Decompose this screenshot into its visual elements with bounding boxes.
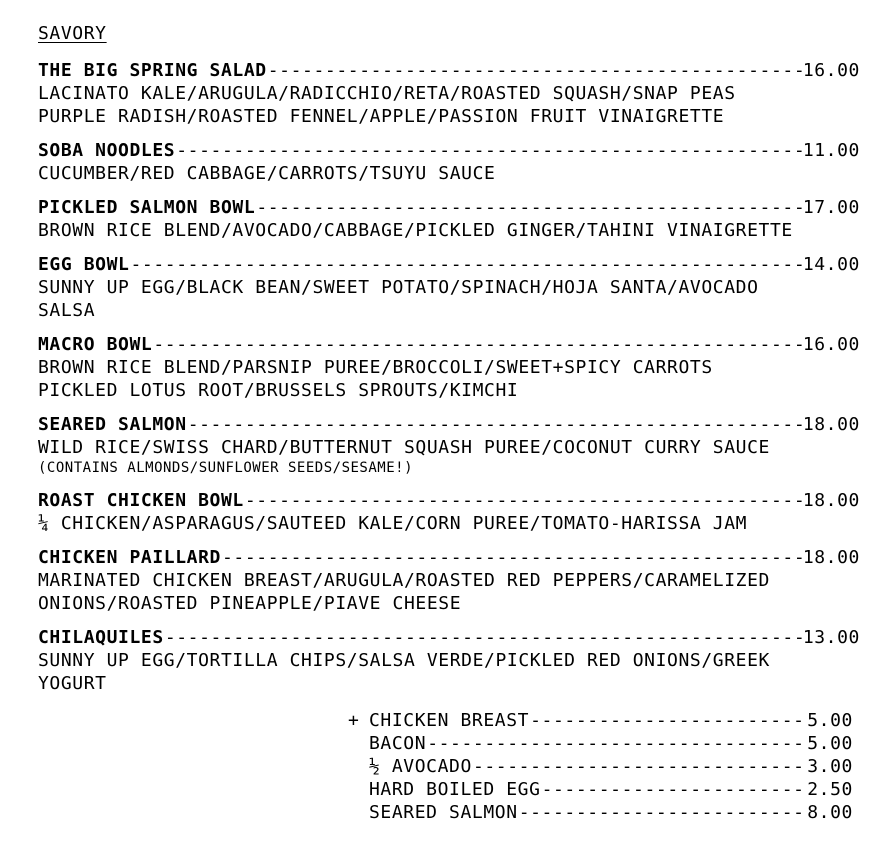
- dot-leader: [153, 333, 801, 356]
- dot-leader: [188, 413, 802, 436]
- menu-item-price: 14.00: [802, 254, 860, 275]
- dot-leader: [542, 778, 807, 801]
- menu-item-description-line: PICKLED LOTUS ROOT/BRUSSELS SPROUTS/KIMCHI: [38, 380, 519, 401]
- menu-item-header: [38, 626, 860, 649]
- menu-item-header: [38, 59, 860, 82]
- menu-item-price: 18.00: [802, 490, 860, 511]
- menu-item-name: PICKLED SALMON BOWL: [38, 197, 256, 218]
- menu-item-name: SOBA NOODLES: [38, 140, 176, 161]
- add-on-name: BACON: [369, 733, 427, 754]
- menu-item-description-line: YOGURT: [38, 673, 107, 694]
- dot-leader: [427, 732, 806, 755]
- dot-leader: [165, 626, 802, 649]
- menu-item-name: SEARED SALMON: [38, 414, 187, 435]
- section-title: SAVORY: [38, 23, 107, 44]
- menu-item-description-line: BROWN RICE BLEND/AVOCADO/CABBAGE/PICKLED GINGER/TAHINI VINAIGRETTE: [38, 220, 793, 241]
- add-on-price: 2.50: [807, 779, 853, 800]
- dot-leader: [473, 755, 806, 778]
- menu-item-description-line: SUNNY UP EGG/BLACK BEAN/SWEET POTATO/SPINACH/HOJA SANTA/AVOCADO: [38, 277, 759, 298]
- allergen-note: (CONTAINS ALMONDS/SUNFLOWER SEEDS/SESAME!): [38, 460, 414, 476]
- menu-item-name: CHILAQUILES: [38, 627, 164, 648]
- menu-item-description-line: MARINATED CHICKEN BREAST/ARUGULA/ROASTED RED PEPPERS/CARAMELIZED: [38, 570, 770, 591]
- menu-item-price: 13.00: [802, 627, 860, 648]
- menu-item-price: 16.00: [802, 60, 860, 81]
- menu-item-header: [38, 139, 860, 162]
- menu-item-description-line: ¼ CHICKEN/ASPARAGUS/SAUTEED KALE/CORN PUREE/TOMATO-HARISSA JAM: [38, 513, 748, 534]
- add-on-name: SEARED SALMON: [369, 802, 518, 823]
- menu-item: [38, 196, 860, 242]
- dot-leader: [131, 253, 802, 276]
- dot-leader: [268, 59, 802, 82]
- menu-item-description-line: CUCUMBER/RED CABBAGE/CARROTS/TSUYU SAUCE: [38, 163, 496, 184]
- dot-leader: [222, 546, 802, 569]
- menu-item-header: [38, 546, 860, 569]
- add-on-price: 3.00: [807, 756, 853, 777]
- menu-item-description-line: SUNNY UP EGG/TORTILLA CHIPS/SALSA VERDE/PICKLED RED ONIONS/GREEK: [38, 650, 770, 671]
- dot-leader: [256, 196, 802, 219]
- dot-leader: [245, 489, 802, 512]
- dot-leader: [176, 139, 802, 162]
- menu-item-header: [38, 489, 860, 512]
- add-on-item: [369, 801, 853, 824]
- add-on-item: [369, 778, 853, 801]
- menu-page: [38, 22, 860, 824]
- menu-item: [38, 139, 860, 185]
- add-on-name: ½ AVOCADO: [369, 756, 472, 777]
- menu-item-price: 18.00: [802, 547, 860, 568]
- menu-item-header: [38, 333, 860, 356]
- menu-item-name: CHICKEN PAILLARD: [38, 547, 221, 568]
- menu-item: [38, 333, 860, 402]
- menu-item: [38, 626, 860, 695]
- menu-item: [38, 59, 860, 128]
- menu-item-name: ROAST CHICKEN BOWL: [38, 490, 244, 511]
- menu-item: [38, 253, 860, 322]
- menu-item-name: EGG BOWL: [38, 254, 130, 275]
- menu-item-price: 16.00: [802, 334, 860, 355]
- menu-item-description-line: SALSA: [38, 300, 96, 321]
- menu-item: [38, 546, 860, 615]
- menu-item-description-line: WILD RICE/SWISS CHARD/BUTTERNUT SQUASH PUREE/COCONUT CURRY SAUCE: [38, 437, 770, 458]
- menu-item-price: 11.00: [802, 140, 860, 161]
- menu-item-header: [38, 196, 860, 219]
- add-ons-list: [348, 709, 853, 824]
- add-on-item: [369, 732, 853, 755]
- menu-item-description-line: ONIONS/ROASTED PINEAPPLE/PIAVE CHEESE: [38, 593, 462, 614]
- add-on-name: HARD BOILED EGG: [369, 779, 541, 800]
- add-on-item: [369, 755, 853, 778]
- menu-item: [38, 489, 860, 535]
- add-on-plus-sign: +: [348, 710, 360, 731]
- add-on-price: 5.00: [807, 710, 853, 731]
- menu-item-price: 18.00: [802, 414, 860, 435]
- menu-item-name: THE BIG SPRING SALAD: [38, 60, 267, 81]
- dot-leader: [530, 709, 806, 732]
- add-on-name: CHICKEN BREAST: [369, 710, 530, 731]
- menu-item-description-line: BROWN RICE BLEND/PARSNIP PUREE/BROCCOLI/SWEET+SPICY CARROTS: [38, 357, 713, 378]
- add-on-price: 5.00: [807, 733, 853, 754]
- menu-item-price: 17.00: [802, 197, 860, 218]
- menu-item-name: MACRO BOWL: [38, 334, 153, 355]
- menu-item: [38, 413, 860, 478]
- menu-item-description-line: LACINATO KALE/ARUGULA/RADICCHIO/RETA/ROASTED SQUASH/SNAP PEAS: [38, 83, 736, 104]
- menu-item-header: [38, 413, 860, 436]
- menu-item-header: [38, 253, 860, 276]
- menu-item-description-line: PURPLE RADISH/ROASTED FENNEL/APPLE/PASSION FRUIT VINAIGRETTE: [38, 106, 725, 127]
- add-on-item: [369, 709, 853, 732]
- dot-leader: [519, 801, 807, 824]
- add-on-price: 8.00: [807, 802, 853, 823]
